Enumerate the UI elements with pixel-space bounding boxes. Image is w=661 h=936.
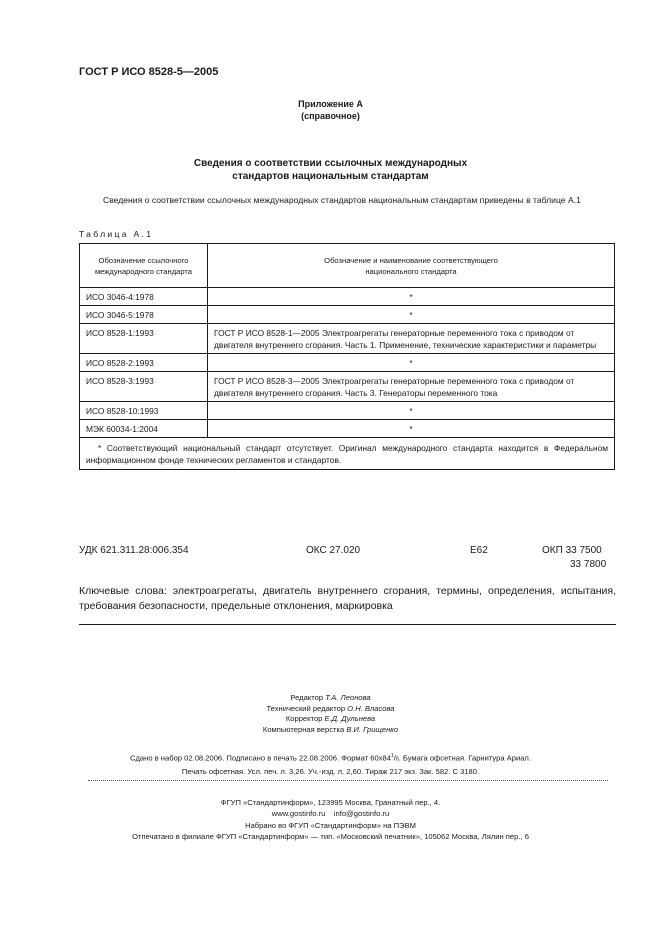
national-standard-cell: * (208, 402, 615, 420)
table-caption: Таблица А.1 (79, 229, 154, 239)
credit-tech-editor: Технический редактор О.Н. Власова (266, 703, 395, 713)
table-row (80, 288, 615, 306)
table-row (80, 324, 615, 354)
header-international-standard: Обозначение ссылочного международного стандарта (80, 244, 208, 288)
section-title-line2: стандартов национальным стандартам (232, 171, 429, 182)
section-title (0, 157, 661, 183)
national-standard-cell: * (208, 306, 615, 324)
okp-code-line1: ОКП 33 7500 (542, 545, 602, 556)
keywords-divider (79, 624, 616, 625)
intl-standard-cell: ИСО 3046-4:1978 (80, 288, 208, 306)
table-row (80, 306, 615, 324)
keywords: Ключевые слова: электроагрегаты, двигатель внутреннего сгорания, термины, определения, испытания, требования безопасности, предельные отклонения, маркировка (79, 585, 616, 612)
publisher-line1: ФГУП «Стандартинформ», 123995 Москва, Гранатный пер., 4. (220, 798, 441, 807)
annex-subtitle: (справочное) (301, 111, 360, 121)
intl-standard-cell: ИСО 8528-1:1993 (80, 324, 208, 354)
table-footnote: * Соответствующий национальный стандарт отсутствует. Оригинал международного стандарта находится в Федеральном информационном фонде технических регламентов и стандартов. (80, 438, 615, 470)
intl-standard-cell: ИСО 8528-2:1993 (80, 354, 208, 372)
table-header-row (80, 244, 615, 288)
credit-corrector: Корректор Е.Д. Дульнева (285, 714, 376, 723)
publisher-line4: Отпечатано в филиале ФГУП «Стандартинформ» — тип. «Московский печатник», 105062 Москва, Лялин пер., 6 (132, 832, 529, 842)
table-row (80, 372, 615, 402)
intl-standard-cell: ИСО 8528-3:1993 (80, 372, 208, 402)
intl-standard-cell: МЭК 60034-1:2004 (80, 420, 208, 438)
okp-code-line2: 33 7800 (570, 559, 607, 570)
table-row (80, 354, 615, 372)
publisher-info (0, 797, 661, 843)
udk-code: УДК 621.311.28:006.354 (79, 545, 189, 556)
print-info (0, 751, 661, 777)
publisher-line3: Набрано во ФГУП «Стандартинформ» на ПЭВМ (245, 820, 416, 830)
intl-standard-cell: ИСО 3046-5:1978 (80, 306, 208, 324)
annex-title: Приложение А (298, 99, 363, 109)
national-standard-cell: * (208, 420, 615, 438)
national-standard-cell: * (208, 354, 615, 372)
credit-layout: Компьютерная верстка В.И. Грищенко (262, 724, 399, 734)
correspondence-table (79, 243, 615, 470)
intro-paragraph: Сведения о соответствии ссылочных международных стандартов национальным стандартам приведены в таблице А.1 (103, 195, 581, 205)
credit-editor: Редактор Т.А. Леонова (290, 693, 371, 702)
credits-block (0, 693, 661, 735)
annex-heading (0, 98, 661, 122)
intl-standard-cell: ИСО 8528-10:1993 (80, 402, 208, 420)
section-title-line1: Сведения о соответствии ссылочных международных (193, 158, 468, 169)
national-standard-cell: ГОСТ Р ИСО 8528-3—2005 Электроагрегаты генераторные переменного тока с приводом от двигателя внутреннего сгорания. Часть 3. Генераторы переменного тока (208, 372, 615, 402)
print-info-line2: Печать офсетная. Усл. печ. л. 3,26. Уч.-изд. л. 2,60. Тираж 217 экз. Зак. 582. С 3180. (181, 766, 480, 776)
e-code: Е62 (470, 545, 488, 556)
header-national-standard: Обозначение и наименование соответствующего национального стандарта (208, 244, 615, 288)
national-standard-cell: ГОСТ Р ИСО 8528-1—2005 Электроагрегаты генераторные переменного тока с приводом от двигателя внутреннего сгорания. Часть 1. Применение, технические характеристики и параметры (208, 324, 615, 354)
table-row (80, 402, 615, 420)
print-info-line1: Сдано в набор 02.08.2006. Подписано в печать 22.08.2006. Формат $60х84^1/8$. Бумага офсетная. Гарнитура Ариал. (130, 753, 531, 763)
publisher-line2: www.gostinfo.ru info@gostinfo.ru (271, 809, 390, 819)
table-row (80, 420, 615, 438)
document-code: ГОСТ Р ИСО 8528-5—2005 (79, 66, 219, 78)
oks-code: ОКС 27.020 (306, 545, 361, 556)
table-footnote-row (80, 438, 615, 470)
print-divider (88, 780, 608, 781)
national-standard-cell: * (208, 288, 615, 306)
